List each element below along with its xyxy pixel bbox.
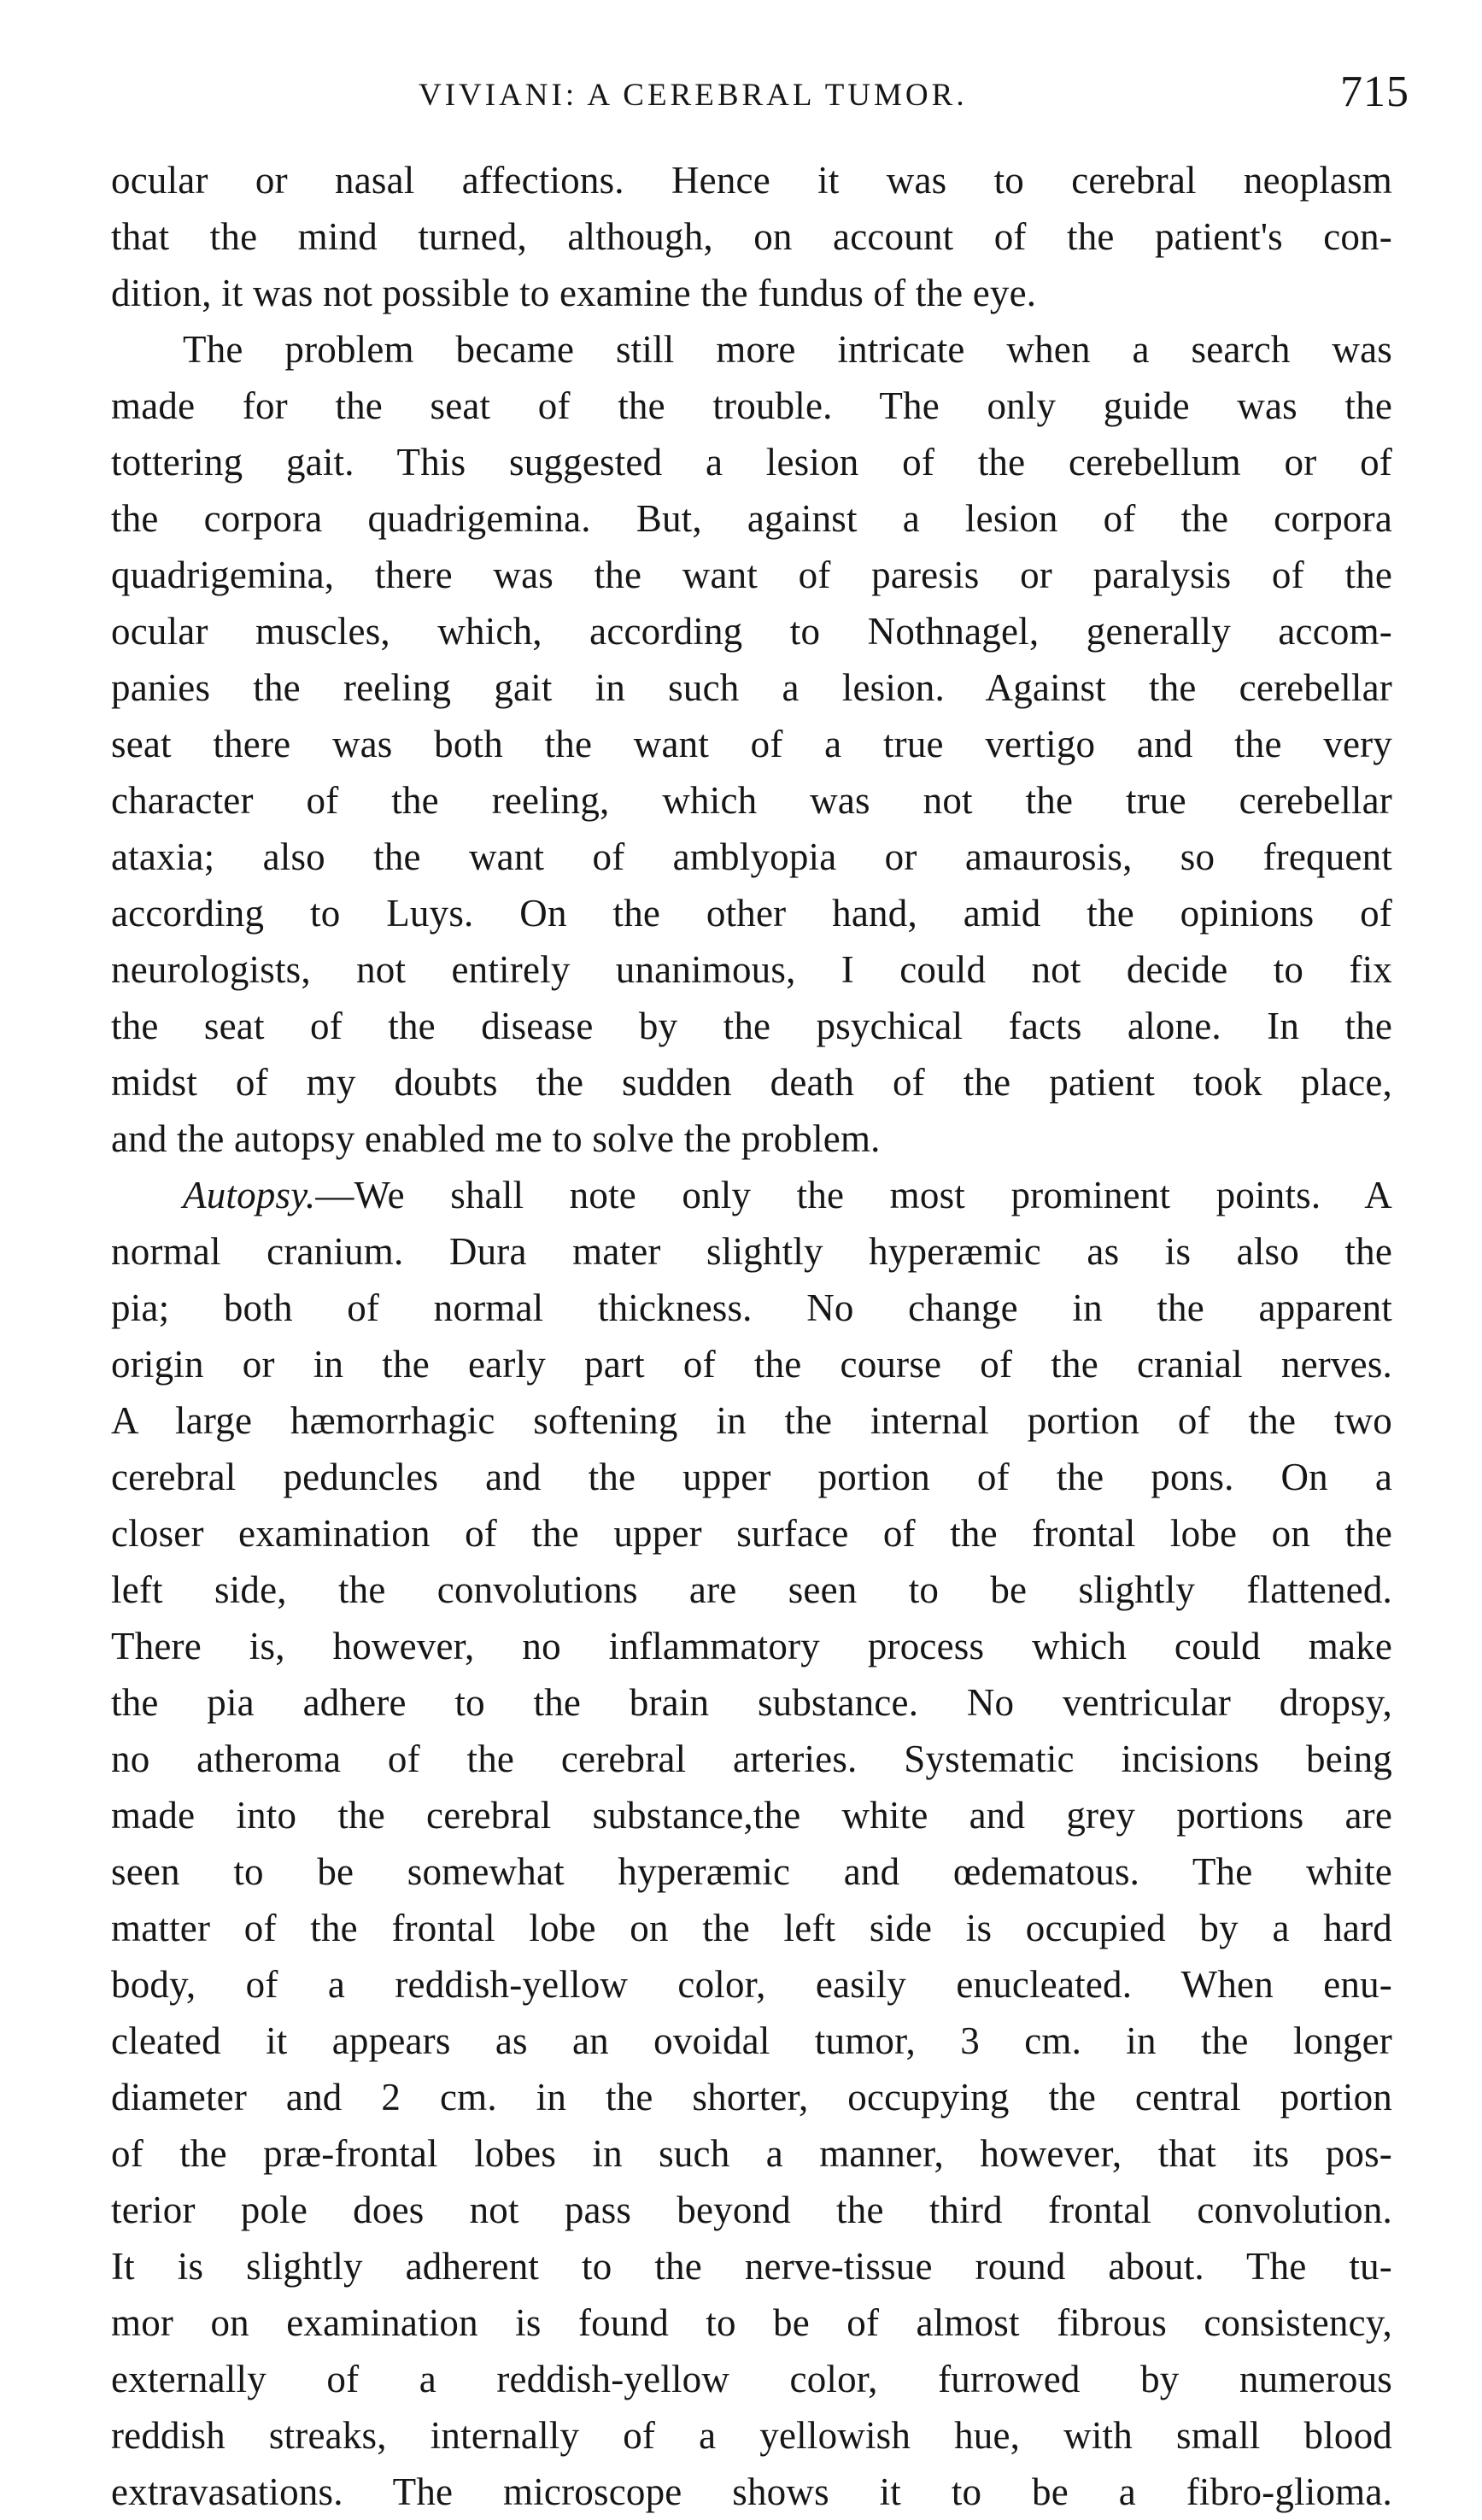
text-line: extravasations. The microscope shows it to be a fibro-glioma. xyxy=(111,2470,1392,2513)
text-line: quadrigemina, there was the want of paresis or paralysis of the xyxy=(111,554,1392,596)
text-line: ataxia; also the want of amblyopia or amaurosis, so frequent xyxy=(111,835,1392,878)
page-number: 715 xyxy=(1340,67,1409,116)
text-line: externally of a reddish-yellow color, furrowed by numerous xyxy=(111,2358,1392,2400)
text-line: neurologists, not entirely unanimous, I could not decide to fix xyxy=(111,948,1392,991)
running-title: VIVIANI: A CEREBRAL TUMOR. xyxy=(419,78,968,113)
text-line: ocular or nasal affections. Hence it was to cerebral neoplasm xyxy=(111,159,1392,202)
text-line: seen to be somewhat hyperæmic and œdematous. The white xyxy=(111,1850,1392,1893)
text-line: The problem became still more intricate when a search was xyxy=(183,328,1392,371)
text-line: cerebral peduncles and the upper portion of the pons. On a xyxy=(111,1456,1392,1498)
text-line: no atheroma of the cerebral arteries. Systematic incisions being xyxy=(111,1738,1392,1780)
text-line: matter of the frontal lobe on the left side is occupied by a hard xyxy=(111,1907,1392,1949)
text-line: left side, the convolutions are seen to be slightly flattened. xyxy=(111,1568,1392,1611)
text-line: pia; both of normal thickness. No change in the apparent xyxy=(111,1286,1392,1329)
text-line: according to Luys. On the other hand, amid the opinions of xyxy=(111,892,1392,935)
text-line: dition, it was not possible to examine the fundus of the eye. xyxy=(111,272,1037,314)
text-line: seat there was both the want of a true vertigo and the very xyxy=(111,723,1392,765)
paragraph-2 xyxy=(111,321,1392,1167)
text-line: character of the reeling, which was not the true cerebellar xyxy=(111,779,1392,822)
text-line: that the mind turned, although, on account of the patient's con- xyxy=(111,215,1392,258)
text-line: origin or in the early part of the course of the cranial nerves. xyxy=(111,1343,1392,1386)
text-line: made for the seat of the trouble. The only guide was the xyxy=(111,384,1392,427)
text-line: midst of my doubts the sudden death of the patient took place, xyxy=(111,1061,1392,1104)
text-line-rest: —We shall note only the most prominent points. A xyxy=(315,1174,1392,1216)
paragraph-autopsy xyxy=(111,1167,1392,2520)
text-line: tottering gait. This suggested a lesion of the cerebellum or of xyxy=(111,441,1392,483)
text-line: A large hæmorrhagic softening in the internal portion of the two xyxy=(111,1399,1392,1442)
text-line: terior pole does not pass beyond the third frontal convolution. xyxy=(111,2189,1392,2231)
text-line: diameter and 2 cm. in the shorter, occupying the central portion xyxy=(111,2076,1392,2119)
text-line: There is, however, no inflammatory process which could make xyxy=(111,1625,1392,1667)
text-line: the corpora quadrigemina. But, against a lesion of the corpora xyxy=(111,497,1392,540)
text-line: panies the reeling gait in such a lesion. Against the cerebellar xyxy=(111,666,1392,709)
running-header xyxy=(111,62,1409,121)
page-body xyxy=(111,152,1392,2520)
paragraph-1 xyxy=(111,152,1392,321)
text-line: the pia adhere to the brain substance. No ventricular dropsy, xyxy=(111,1681,1392,1724)
text-line xyxy=(111,1167,1392,1223)
text-line: and the autopsy enabled me to solve the problem. xyxy=(111,1117,881,1160)
text-line: of the præ-frontal lobes in such a manner, however, that its pos- xyxy=(111,2132,1392,2175)
text-line: reddish streaks, internally of a yellowish hue, with small blood xyxy=(111,2414,1392,2457)
text-line: mor on examination is found to be of almost fibrous consistency, xyxy=(111,2301,1392,2344)
text-line: cleated it appears as an ovoidal tumor, 3 cm. in the longer xyxy=(111,2019,1392,2062)
text-line: made into the cerebral substance,the white and grey portions are xyxy=(111,1794,1392,1837)
text-line: closer examination of the upper surface of the frontal lobe on the xyxy=(111,1512,1392,1555)
section-subheading: Autopsy. xyxy=(183,1174,316,1216)
text-line: body, of a reddish-yellow color, easily enucleated. When enu- xyxy=(111,1963,1392,2006)
text-line: normal cranium. Dura mater slightly hyperæmic as is also the xyxy=(111,1230,1392,1273)
text-line: It is slightly adherent to the nerve-tissue round about. The tu- xyxy=(111,2245,1392,2288)
text-line: ocular muscles, which, according to Nothnagel, generally accom- xyxy=(111,610,1392,653)
text-line: the seat of the disease by the psychical facts alone. In the xyxy=(111,1005,1392,1047)
